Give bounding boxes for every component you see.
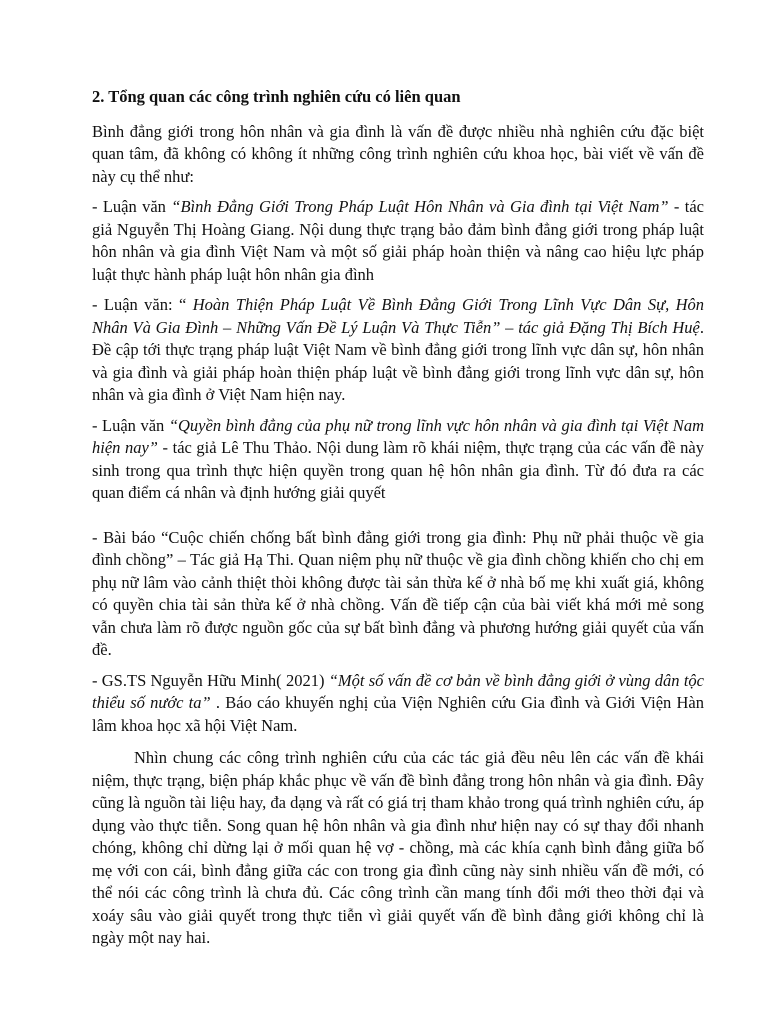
reference-item-5-description: . Báo cáo khuyến nghị của Viện Nghiên cứu Gia đình và Giới Viện Hàn lâm khoa học xã hội Việt Nam.	[92, 693, 704, 735]
reference-item-2-title: Hoàn Thiện Pháp Luật Về Bình Đẳng Giới Trong Lĩnh Vực Dân Sự, Hôn Nhân Và Gia Đình – Những Vấn Đề Lý Luận Và Thực Tiễn” – tác giả Đặng Thị Bích Huệ	[92, 295, 704, 337]
reference-item-3-title: “Quyền bình đẳng của phụ nữ trong lĩnh vực hôn nhân và gia đình tại Việt Nam hiện nay”	[92, 415, 704, 457]
reference-item-2-description: . Đề cập tới thực trạng pháp luật Việt Nam về bình đẳng giới trong lĩnh vực dân sự, hôn nhân và gia đình và giải pháp hoàn thiện pháp luật về bình đẳng giới trong lĩnh vực dân sự, hôn nhân và gia đình ở Việt Nam hiện nay.	[92, 317, 704, 404]
reference-item-4: - Bài báo “Cuộc chiến chống bất bình đẳng giới trong gia đình: Phụ nữ phải thuộc về gia đình chồng” – Tác giả Hạ Thi. Quan niệm phụ nữ thuộc về gia đình chồng khiến cho chị em phụ nữ lâm vào cảnh thiệt thòi không được tài sản thừa kế ở nhà bố mẹ khi xuất giá, không có quyền chia tài sản thừa kế ở nhà chồng. Vấn đề tiếp cận của bài viết khá mới mẻ song vẫn chưa làm rõ được nguồn gốc của sự bất bình đẳng và phương hướng giải quyết của vấn đề.	[92, 527, 704, 659]
reference-item-1-description: - tác giả Nguyễn Thị Hoàng Giang. Nội dung thực trạng bảo đảm bình đẳng giới trong pháp luật hôn nhân và gia đình Việt Nam và một số giải pháp hoàn thiện và nâng cao hiệu lực pháp luật thực hành pháp luật hôn nhân gia đình	[92, 197, 704, 284]
reference-item-5-prefix: - GS.TS Nguyễn Hữu Minh( 2021)	[92, 670, 329, 690]
section-heading: 2. Tổng quan các công trình nghiên cứu có liên quan	[92, 87, 461, 106]
reference-item-5-title: “Một số vấn đề cơ bản về bình đẳng giới ở vùng dân tộc thiểu số nước ta”	[92, 670, 704, 712]
conclusion-paragraph: Nhìn chung các công trình nghiên cứu của các tác giả đều nêu lên các vấn đề khái niệm, thực trạng, biện pháp khắc phục về vấn đề bình đẳng trong hôn nhân và gia đình. Đây cũng là nguồn tài liệu hay, đa dạng và rất có giá trị tham khảo trong quá trình nghiên cứu, áp dụng vào thực tiễn. Song quan hệ hôn nhân và gia đình như hiện nay có sự thay đổi nhanh chóng, không chỉ dừng lại ở mối quan hệ vợ - chồng, mà các khía cạnh bình đẳng giữa bố mẹ với con cái, bình đẳng giữa các con trong gia đình cũng này sinh nhiều vấn đề mới, có thể nói các công trình là chưa đủ. Các công trình cần mang tính đổi mới theo thời đại và xoáy sâu vào giải quyết trong thực tiễn vì giải quyết vấn đề bình đẳng giới không chỉ là ngày một nay hai.	[92, 748, 704, 947]
reference-item-2-prefix: - Luận văn: “	[92, 295, 193, 314]
reference-item-1	[92, 196, 704, 286]
reference-item-3-description: - tác giả Lê Thu Thảo. Nội dung làm rõ khái niệm, thực trạng của các vấn đề này sinh trong qua trình thực hiện quyền trong quan hệ hôn nhân gia đình. Từ đó đưa ra các quan điểm cá nhân và định hướng giải quyết	[92, 438, 704, 502]
intro-paragraph: Bình đẳng giới trong hôn nhân và gia đình là vấn đề được nhiều nhà nghiên cứu đặc biệt quan tâm, đã không có không ít những công trình nghiên cứu khoa học, bài viết về vấn đề này cụ thể như:	[92, 121, 704, 186]
reference-item-3	[92, 415, 704, 505]
reference-item-5	[92, 670, 704, 738]
reference-item-1-title: “Bình Đẳng Giới Trong Pháp Luật Hôn Nhân và Gia đình tại Việt Nam”	[171, 197, 669, 216]
reference-item-3-prefix: - Luận văn	[92, 415, 169, 435]
reference-item-2	[92, 294, 704, 407]
document-body	[92, 86, 704, 958]
reference-item-1-prefix: - Luận văn	[92, 197, 172, 216]
